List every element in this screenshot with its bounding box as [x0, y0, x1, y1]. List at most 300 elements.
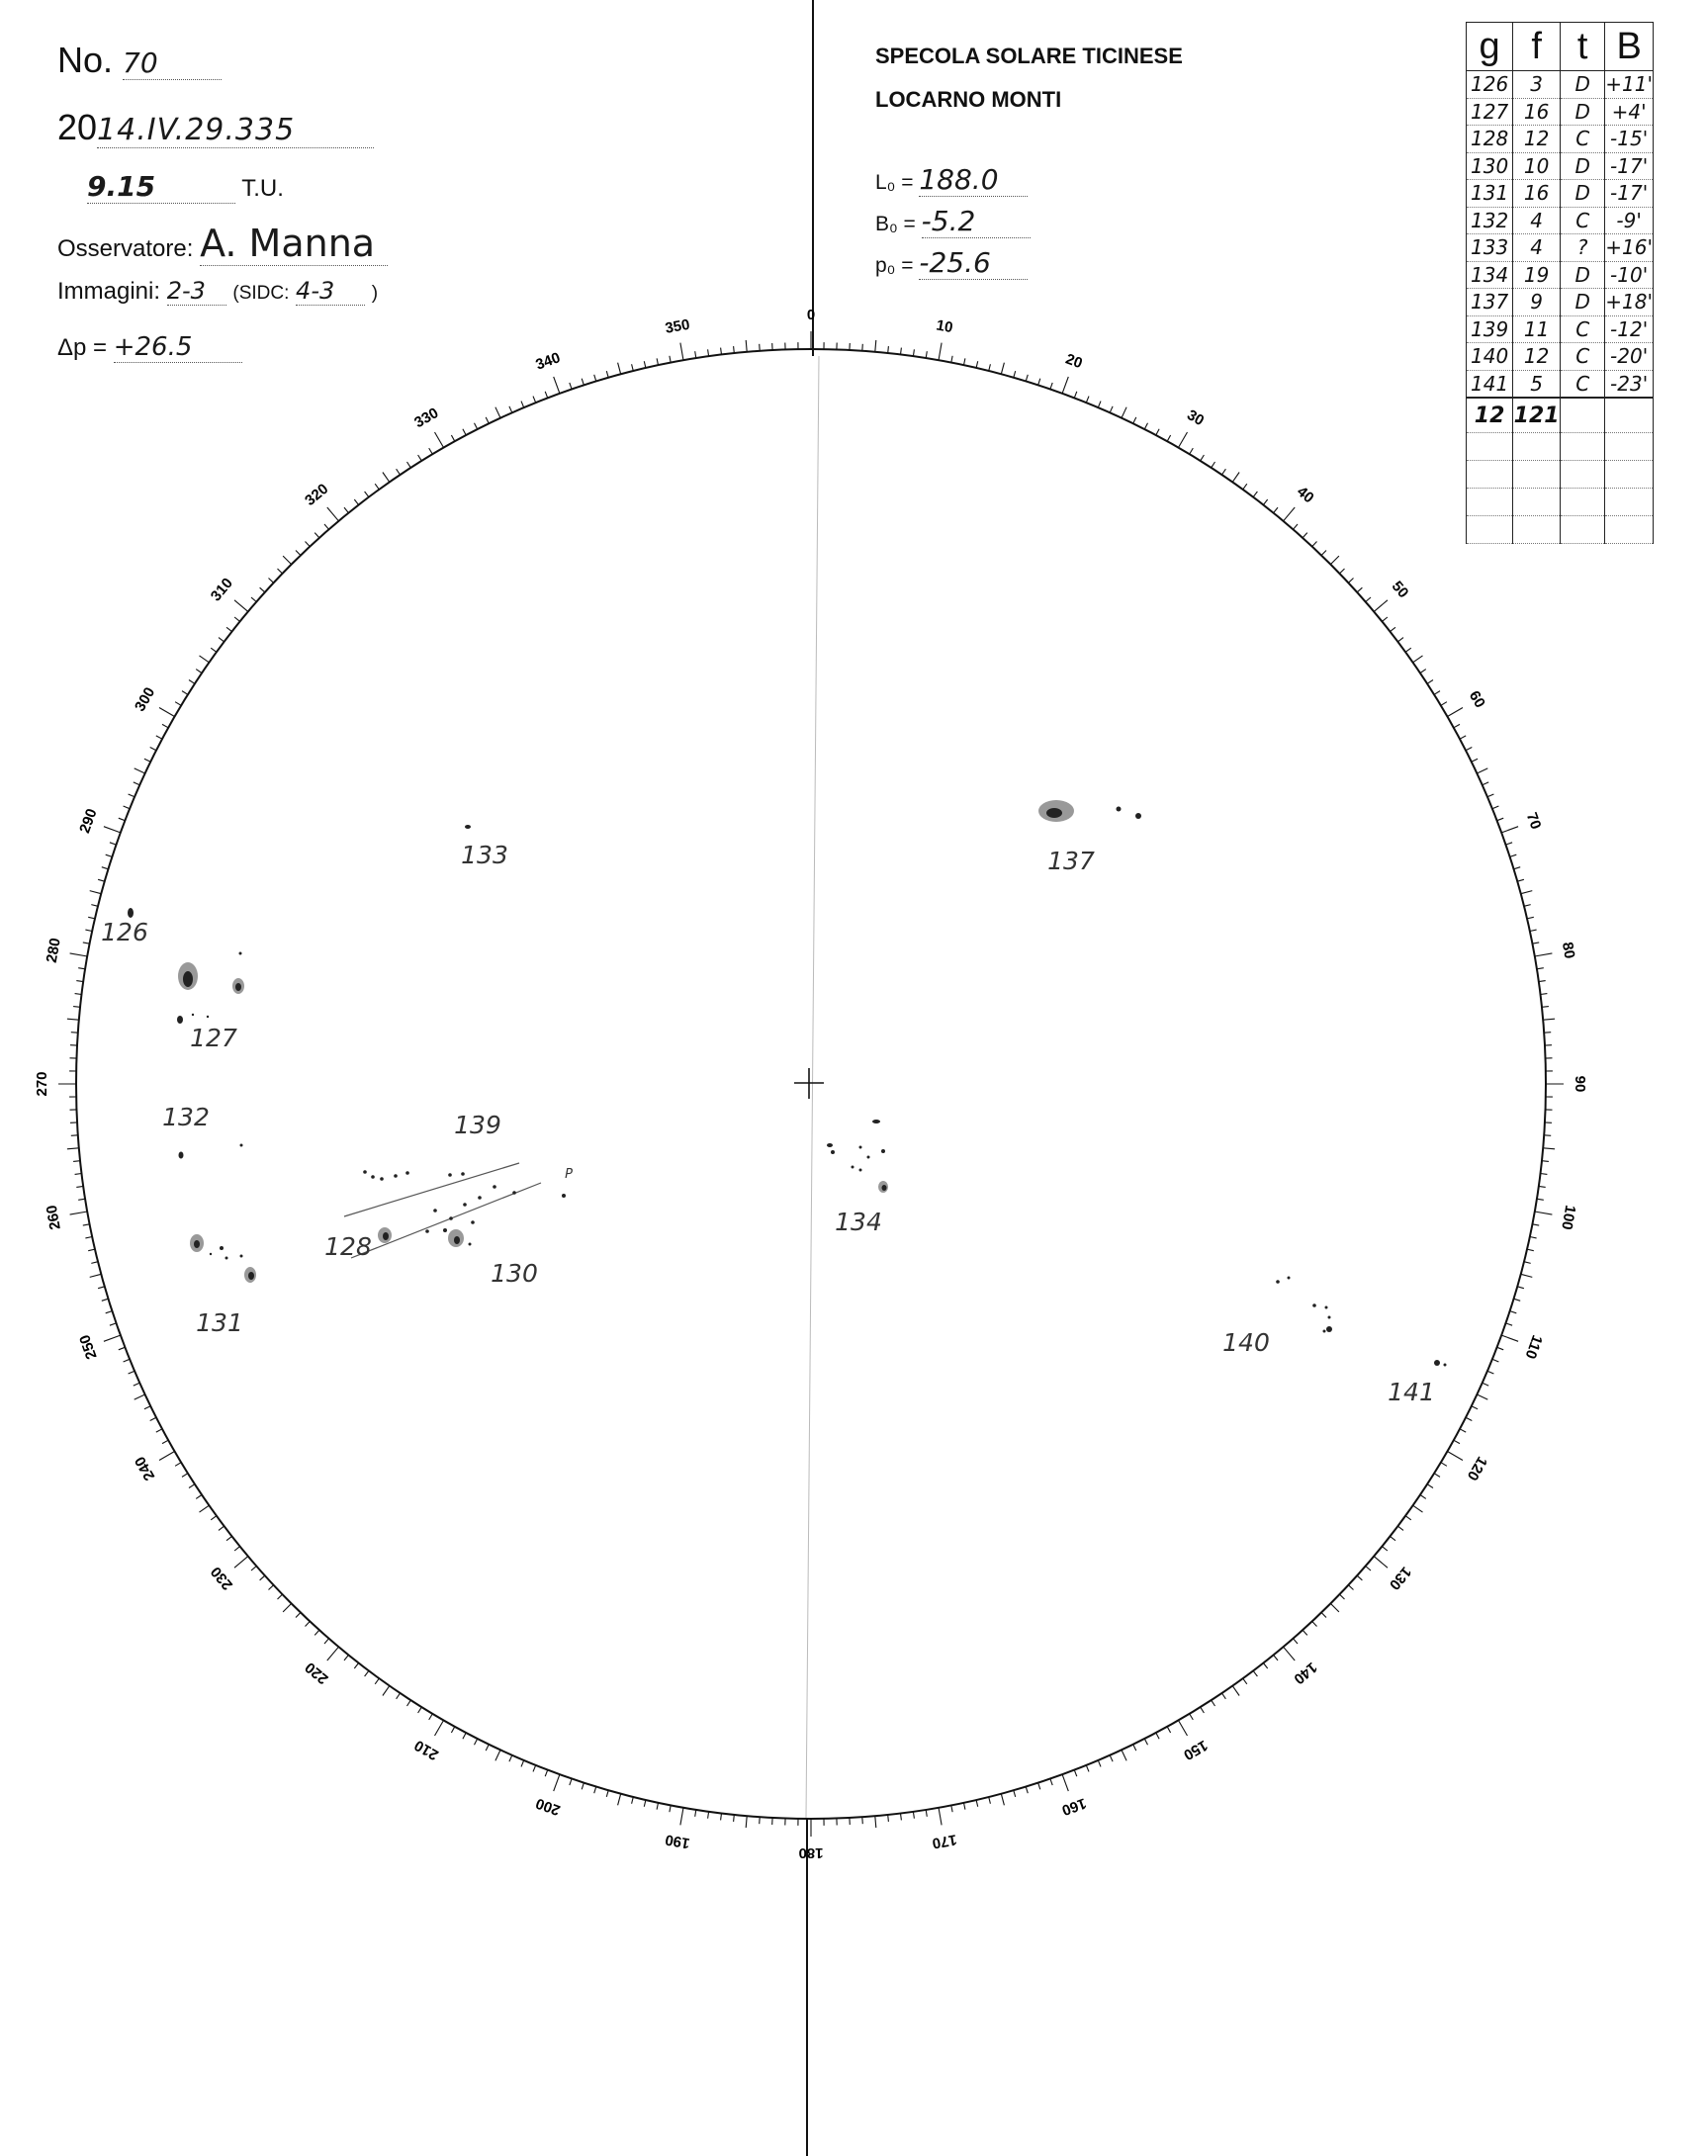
disk-tick — [618, 1794, 621, 1806]
delta-p-value: +26.5 — [114, 332, 242, 363]
group-labels — [101, 841, 1435, 1406]
disk-tick — [1420, 670, 1426, 674]
L0-label: L₀ = — [875, 171, 914, 194]
disk-tick — [196, 670, 202, 674]
disk-tick — [1312, 1621, 1317, 1626]
group-label-g137: 137 — [1047, 847, 1095, 875]
sunspot — [1312, 1303, 1316, 1307]
disk-tick — [418, 455, 422, 461]
observer-value: A. Manna — [200, 222, 388, 266]
disk-tick — [495, 407, 500, 418]
sunspot — [192, 1014, 194, 1016]
sunspot — [239, 952, 242, 955]
disk-tick — [463, 1733, 466, 1739]
sunspot — [220, 1246, 224, 1250]
group-number-cell: 130 — [1467, 152, 1513, 180]
disk-tick — [1253, 1670, 1257, 1676]
disk-tick — [1144, 1739, 1147, 1745]
sunspot — [867, 1156, 870, 1159]
total-spots-cell: 121 — [1513, 398, 1561, 433]
group-139-guide-line-2 — [351, 1183, 541, 1258]
tick-label: 160 — [1059, 1794, 1089, 1819]
spot-count-cell: 10 — [1513, 152, 1561, 180]
spot-count-cell: 16 — [1513, 180, 1561, 208]
disk-tick — [913, 349, 914, 356]
disk-tick — [632, 1797, 634, 1804]
disk-tick — [1448, 1452, 1464, 1461]
disk-tick — [375, 484, 379, 490]
tick-label: 240 — [132, 1453, 159, 1483]
disk-tick — [76, 981, 83, 982]
disk-tick — [182, 1474, 188, 1478]
institution-location: LOCARNO MONTI — [875, 87, 1062, 112]
type-cell: D — [1561, 180, 1605, 208]
disk-tick — [1492, 806, 1499, 809]
disk-tick — [746, 340, 747, 352]
disk-tick — [1420, 1495, 1426, 1499]
time-unit: T.U. — [241, 175, 284, 202]
disk-tick — [1001, 1794, 1004, 1806]
disk-tick — [1477, 768, 1487, 773]
sunspot — [248, 1272, 254, 1280]
disk-tick — [695, 1810, 696, 1817]
disk-tick — [475, 423, 478, 429]
disk-tick — [1232, 473, 1239, 483]
sunspot — [881, 1149, 885, 1153]
sunspot — [1328, 1316, 1331, 1319]
tick-label: 250 — [76, 1332, 101, 1362]
institution-name: SPECOLA SOLARE TICINESE — [875, 44, 1183, 68]
sunspot — [383, 1232, 389, 1240]
sunspot — [478, 1196, 482, 1200]
disk-tick — [486, 1745, 489, 1751]
disk-tick — [1517, 879, 1524, 881]
disk-tick — [760, 344, 761, 351]
disk-tick — [1303, 533, 1307, 538]
spot-count-cell: 4 — [1513, 207, 1561, 234]
disk-tick — [1098, 1760, 1101, 1767]
disk-tick — [73, 1161, 80, 1162]
sunspot — [454, 1236, 460, 1244]
disk-tick — [721, 348, 722, 355]
disk-tick — [1441, 702, 1447, 706]
tick-label: 320 — [302, 480, 332, 509]
disk-tick — [150, 748, 156, 751]
disk-tick — [1374, 600, 1388, 612]
disk-tick — [1050, 383, 1052, 390]
sunspot — [859, 1169, 862, 1172]
tick-label: 0 — [806, 306, 816, 323]
tick-label: 280 — [43, 937, 64, 964]
disk-tick — [1374, 1557, 1388, 1569]
disk-tick — [315, 533, 319, 538]
disk-tick — [327, 507, 339, 521]
tick-label: 60 — [1465, 687, 1488, 711]
disk-tick — [1541, 1174, 1548, 1175]
tick-label: 30 — [1184, 406, 1208, 430]
disk-tick — [1167, 435, 1170, 441]
disk-tick — [545, 392, 548, 399]
sidc-value: 4-3 — [296, 277, 365, 306]
disk-tick — [70, 1212, 88, 1214]
sunspot — [443, 1228, 447, 1232]
disk-tick — [1434, 691, 1440, 695]
disk-tick — [219, 638, 225, 642]
disk-tick — [1357, 1575, 1362, 1580]
disk-tick — [129, 794, 135, 797]
type-cell: C — [1561, 126, 1605, 153]
disk-tick — [354, 499, 358, 505]
group-label-g140: 140 — [1222, 1328, 1270, 1357]
disk-tick — [182, 691, 188, 695]
disk-tick — [1543, 1019, 1555, 1020]
disk-tick — [1539, 981, 1546, 982]
disk-tick — [189, 680, 195, 684]
tick-label: 40 — [1293, 483, 1317, 507]
disk-tick — [1074, 1770, 1077, 1777]
disk-tick — [606, 371, 608, 378]
latitude-cell: +18' — [1605, 290, 1653, 314]
tick-label: 20 — [1063, 350, 1085, 373]
sunspot — [177, 1016, 183, 1024]
disk-tick — [582, 1783, 584, 1790]
sunspot — [425, 1229, 429, 1233]
disk-tick — [1348, 579, 1353, 584]
disk-tick — [106, 854, 113, 856]
tick-label: 110 — [1521, 1332, 1546, 1362]
disk-tick — [554, 377, 560, 394]
disk-tick — [407, 462, 411, 468]
disk-tick — [1487, 794, 1494, 797]
disk-tick — [144, 759, 150, 762]
sunspot — [1135, 813, 1141, 819]
disk-tick — [251, 597, 256, 602]
group-label-g132: 132 — [162, 1103, 210, 1131]
disk-tick — [269, 1585, 274, 1590]
delta-p-label: Δp = — [57, 334, 108, 361]
disk-tick — [1086, 1765, 1089, 1772]
disk-tick — [1460, 1429, 1466, 1432]
latitude-cell: -9' — [1605, 207, 1654, 234]
disk-tick — [1212, 462, 1215, 468]
disk-tick — [746, 1816, 747, 1828]
tick-label: 80 — [1558, 941, 1578, 960]
disk-tick — [1232, 1686, 1239, 1696]
disk-tick — [1514, 867, 1521, 869]
disk-tick — [90, 891, 102, 894]
disk-tick — [1312, 542, 1317, 547]
tick-label: 50 — [1388, 578, 1412, 602]
disk-tick — [1391, 1536, 1396, 1540]
disk-tick — [354, 1663, 358, 1669]
spot-count-cell: 12 — [1513, 126, 1561, 153]
disk-tick — [175, 1463, 181, 1467]
type-cell: C — [1561, 315, 1605, 343]
disk-tick — [162, 1440, 168, 1443]
group-number-cell: 126 — [1467, 71, 1513, 99]
disk-tick — [124, 806, 131, 809]
tick-label: 130 — [1386, 1563, 1415, 1593]
disk-tick — [365, 1670, 369, 1676]
latitude-cell: -15' — [1605, 126, 1654, 153]
sunspot — [194, 1240, 200, 1248]
disk-tick — [260, 587, 265, 592]
disk-tick — [88, 917, 95, 919]
disk-tick — [296, 551, 301, 556]
disk-tick — [1201, 455, 1205, 461]
sunspot — [465, 825, 471, 829]
disk-tick — [1086, 397, 1089, 404]
column-header-B: B — [1605, 23, 1654, 71]
disk-tick — [1026, 375, 1028, 382]
disk-tick — [119, 818, 126, 821]
disk-tick — [1487, 1371, 1494, 1374]
disk-tick — [1492, 1359, 1499, 1362]
disk-tick — [734, 1815, 735, 1822]
sunspot — [562, 1194, 566, 1198]
date-value: 14.IV.29.335 — [97, 113, 374, 148]
disk-tick — [913, 1812, 914, 1819]
disk-tick — [486, 417, 489, 423]
disk-tick — [134, 782, 139, 785]
latitude-cell: -23' — [1605, 370, 1654, 398]
solar-disk-outline — [76, 349, 1546, 1819]
group-number-cell: 131 — [1467, 180, 1513, 208]
disk-tick — [104, 827, 121, 833]
spot-count-cell: 12 — [1513, 343, 1561, 371]
disk-tick — [644, 361, 646, 368]
disk-tick — [110, 843, 117, 845]
disk-tick — [234, 1547, 240, 1551]
group-number-cell: 132 — [1467, 207, 1513, 234]
disk-tick — [1050, 1779, 1052, 1786]
sunspot — [1288, 1277, 1291, 1280]
disk-tick — [1530, 1237, 1537, 1238]
disk-tick — [75, 994, 82, 995]
disk-tick — [324, 524, 329, 529]
disk-tick — [78, 968, 85, 969]
disk-tick — [1530, 930, 1537, 931]
type-cell: D — [1561, 71, 1605, 99]
disk-tick — [1537, 968, 1544, 969]
tick-label: 290 — [76, 806, 101, 836]
latitude-cell: -17' — [1605, 152, 1654, 180]
group-number-cell: 141 — [1467, 370, 1513, 398]
sunspot — [179, 1152, 184, 1159]
disk-tick — [90, 1274, 102, 1277]
column-header-t: t — [1561, 23, 1605, 71]
disk-tick — [1483, 1383, 1488, 1386]
disk-tick — [119, 1347, 126, 1350]
disk-tick — [71, 1135, 78, 1136]
sunspot — [449, 1216, 453, 1220]
disk-tick — [1253, 492, 1257, 497]
disk-tick — [1427, 680, 1433, 684]
tick-label: 90 — [1572, 1075, 1589, 1093]
type-cell: C — [1561, 343, 1605, 371]
disk-tick — [260, 1575, 265, 1580]
sunspot — [394, 1174, 398, 1178]
disk-tick — [324, 1639, 329, 1644]
latitude-cell: -17' — [1605, 180, 1654, 208]
disk-tick — [1506, 843, 1513, 845]
disk-tick — [1321, 551, 1326, 556]
disk-tick — [200, 1505, 210, 1512]
disk-tick — [1167, 1727, 1170, 1733]
disk-tick — [670, 1805, 671, 1812]
disk-tick — [397, 469, 401, 475]
disk-tick — [70, 953, 88, 956]
disk-tick — [594, 1787, 596, 1794]
sheet-number-value: 70 — [123, 46, 222, 80]
disk-tick — [1542, 1161, 1549, 1162]
disk-tick — [708, 349, 709, 356]
disk-tick — [429, 1714, 433, 1720]
disk-tick — [110, 1323, 117, 1325]
sunspot — [433, 1209, 437, 1213]
disk-tick — [1243, 484, 1247, 490]
sunspot — [235, 983, 241, 991]
disk-tick — [67, 1019, 79, 1020]
central-meridian-line — [806, 356, 819, 1818]
disk-tick — [1405, 648, 1411, 652]
images-label: Immagini: — [57, 278, 161, 305]
sunspot — [380, 1177, 384, 1181]
disk-tick — [1284, 1647, 1296, 1661]
tick-label: 310 — [207, 575, 236, 605]
disk-tick — [1179, 432, 1188, 448]
disk-tick — [1521, 1274, 1533, 1277]
type-cell: C — [1561, 207, 1605, 234]
disk-tick — [1501, 1335, 1518, 1341]
disk-tick — [375, 1678, 379, 1684]
disk-tick — [1357, 587, 1362, 592]
disk-tick — [875, 340, 876, 352]
column-header-f: f — [1513, 23, 1561, 71]
disk-tick — [1382, 1547, 1388, 1551]
disk-tick — [1537, 1199, 1544, 1200]
sunspot — [448, 1173, 452, 1177]
tick-label: 260 — [43, 1204, 64, 1231]
disk-tick — [1348, 1585, 1353, 1590]
disk-tick — [134, 1383, 139, 1386]
tick-label: 210 — [411, 1736, 442, 1763]
disk-tick — [1541, 994, 1548, 995]
disk-tick — [156, 736, 162, 739]
disk-tick — [98, 879, 105, 881]
disk-tick — [533, 397, 536, 404]
disk-tick — [989, 364, 991, 371]
disk-tick — [435, 1721, 444, 1737]
spot-count-cell: 9 — [1513, 289, 1561, 316]
sunspot — [463, 1203, 467, 1207]
disk-tick — [102, 1299, 109, 1301]
disk-tick — [1340, 569, 1345, 574]
tick-label: 350 — [664, 315, 691, 337]
disk-tick — [1284, 507, 1296, 521]
latitude-cell: -12' — [1605, 315, 1654, 343]
latitude-cell: -10' — [1605, 261, 1654, 289]
B0-label: B₀ = — [875, 213, 916, 235]
group-label-g139: 139 — [454, 1111, 501, 1139]
disk-tick — [124, 1359, 131, 1362]
disk-tick — [1190, 1714, 1194, 1720]
disk-tick — [283, 556, 292, 565]
disk-tick — [888, 346, 889, 353]
disk-tick — [76, 1186, 83, 1187]
disk-tick — [1038, 1783, 1040, 1790]
disk-tick — [159, 1452, 175, 1461]
sidc-label: (SIDC: — [232, 283, 290, 304]
disk-tick — [533, 1765, 536, 1772]
tick-label: 140 — [1290, 1659, 1320, 1688]
disk-tick — [344, 507, 348, 513]
disk-tick — [657, 358, 658, 365]
disk-tick — [509, 1755, 512, 1761]
sunspot — [493, 1185, 496, 1189]
disk-tick — [1321, 1613, 1326, 1618]
disk-tick — [1001, 363, 1004, 375]
sunspot — [405, 1171, 409, 1175]
disk-tick — [632, 364, 634, 371]
column-header-g: g — [1467, 23, 1513, 71]
disk-tick — [251, 1567, 256, 1572]
disk-tick — [463, 429, 466, 435]
sunspot — [827, 1143, 833, 1147]
disk-tick — [1527, 917, 1534, 919]
time-value: 9.15 — [87, 170, 235, 204]
group-label-p_mark: P — [565, 1167, 573, 1182]
disk-tick — [104, 1335, 121, 1341]
disk-tick — [708, 1812, 709, 1819]
disk-tick — [734, 346, 735, 353]
group-label-g128: 128 — [324, 1232, 372, 1261]
disk-tick — [570, 1779, 572, 1786]
disk-tick — [976, 361, 978, 368]
disk-tick — [1466, 748, 1472, 751]
disk-tick — [73, 1007, 80, 1008]
tick-label: 200 — [533, 1794, 563, 1819]
group-label-g131: 131 — [196, 1308, 243, 1337]
disk-tick — [85, 930, 92, 931]
tick-label: 330 — [411, 404, 442, 432]
disk-tick-marks — [58, 331, 1564, 1837]
sunspot — [1117, 807, 1122, 812]
sheet-number-label: No. — [57, 40, 114, 80]
disk-tick — [315, 1630, 319, 1635]
disk-tick — [1026, 1787, 1028, 1794]
disk-tick — [1532, 1224, 1539, 1225]
disk-tick — [680, 1808, 683, 1826]
disk-tick — [862, 1817, 863, 1824]
tick-label: 340 — [533, 349, 563, 374]
group-139-guide-line — [344, 1163, 519, 1216]
sunspot — [371, 1175, 375, 1179]
disk-tick — [1222, 1693, 1226, 1699]
spot-count-cell: 11 — [1513, 315, 1561, 343]
tick-label: 220 — [302, 1659, 332, 1688]
disk-tick — [269, 579, 274, 584]
disk-tick — [83, 1224, 90, 1225]
sunspot — [831, 1150, 835, 1154]
disk-tick — [1413, 656, 1423, 663]
disk-tick — [344, 1655, 348, 1661]
latitude-cell: +16' — [1605, 235, 1653, 260]
disk-tick — [1144, 423, 1147, 429]
sunspot — [1444, 1364, 1447, 1367]
disk-tick — [234, 617, 240, 621]
disk-tick — [606, 1790, 608, 1797]
